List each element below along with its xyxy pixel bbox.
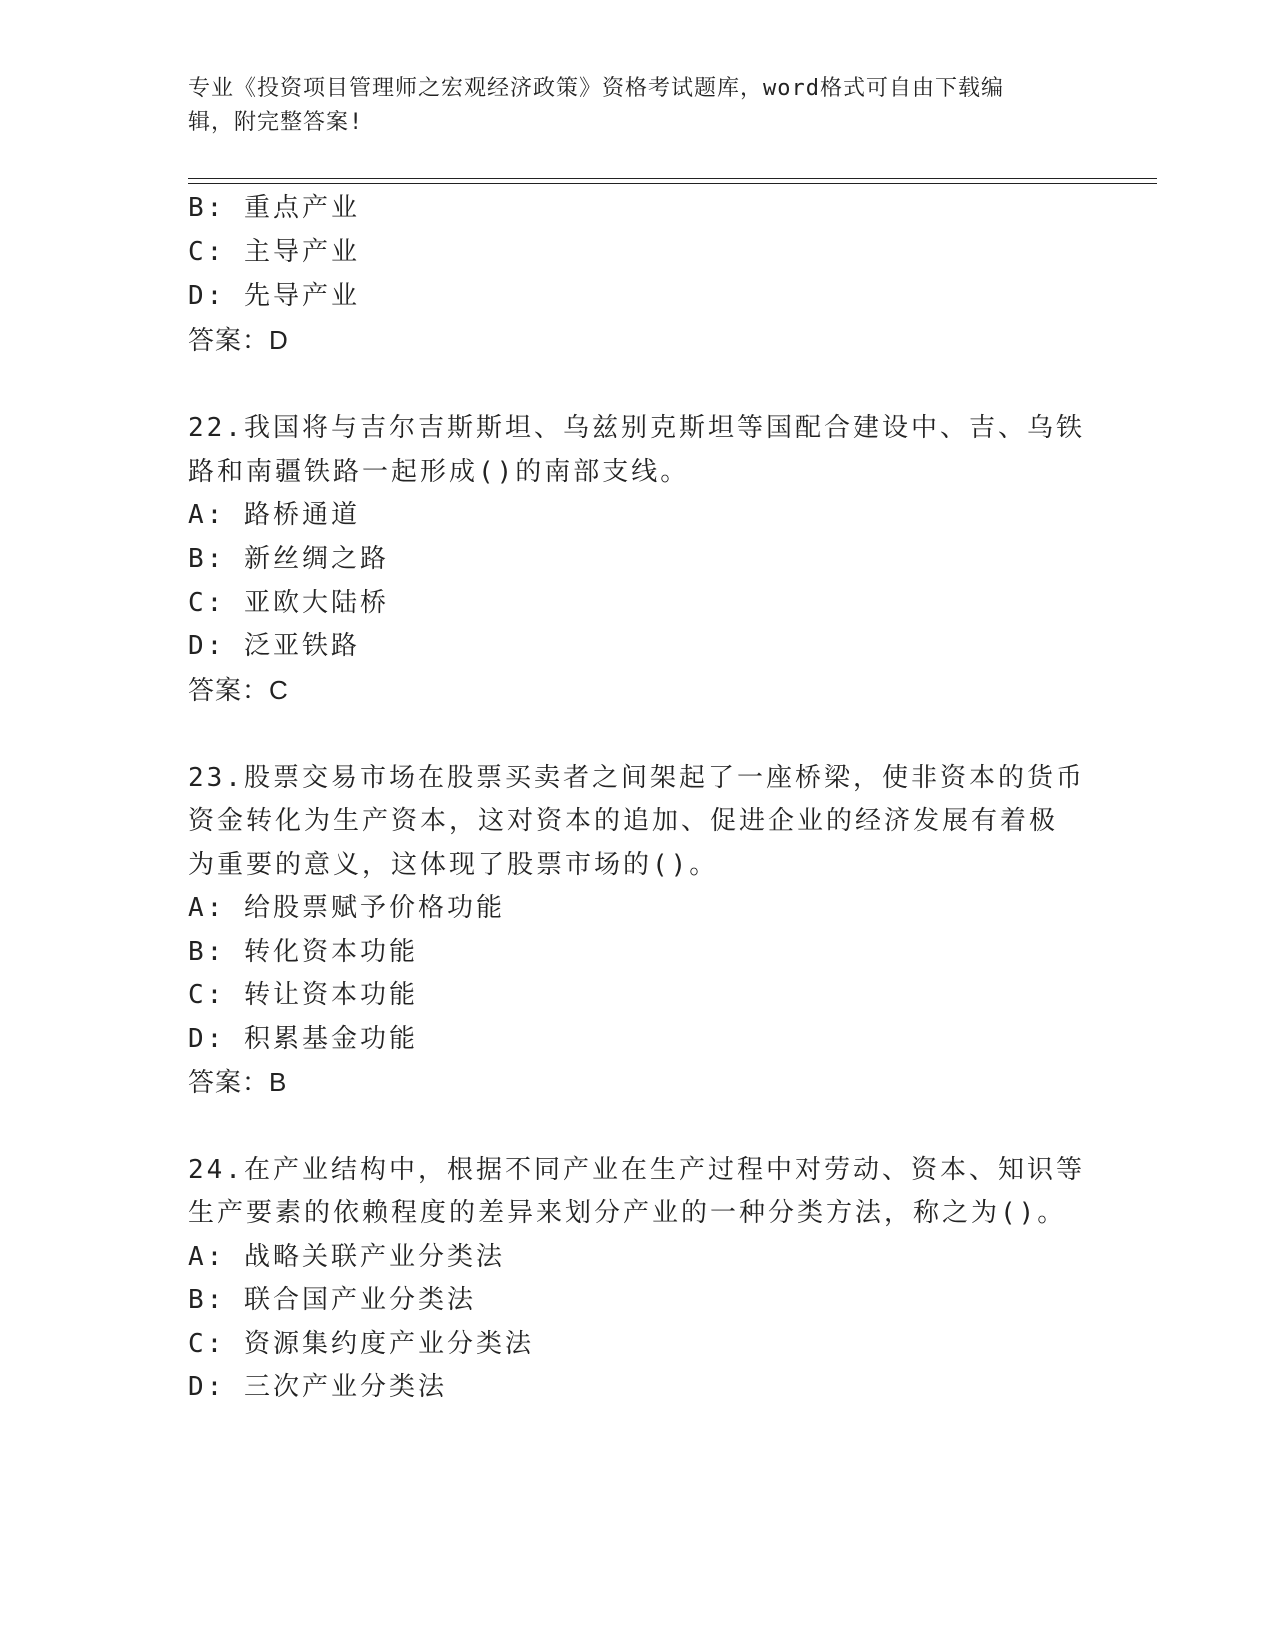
q22-answer: 答案：C — [188, 675, 289, 705]
q21-option-c: C: 主导产业 — [188, 237, 360, 267]
q24-option-c: C: 资源集约度产业分类法 — [188, 1329, 534, 1359]
q23-stem-line-3: 为重要的意义，这体现了股票市场的()。 — [188, 850, 719, 880]
q23-option-c: C: 转让资本功能 — [188, 980, 418, 1010]
q24-stem-line-2: 生产要素的依赖程度的差异来划分产业的一种分类方法，称之为()。 — [188, 1198, 1067, 1228]
q22-option-a: A: 路桥通道 — [188, 500, 360, 530]
q24-stem-line-1: 24.在产业结构中，根据不同产业在生产过程中对劳动、资本、知识等 — [188, 1155, 1085, 1185]
document-header — [188, 72, 1068, 140]
q23-stem-line-2: 资金转化为生产资本，这对资本的追加、促进企业的经济发展有着极 — [188, 806, 1059, 836]
q21-option-d: D: 先导产业 — [188, 281, 360, 311]
q22-option-d: D: 泛亚铁路 — [188, 631, 360, 661]
q24-option-b: B: 联合国产业分类法 — [188, 1285, 476, 1315]
q23-option-a: A: 给股票赋予价格功能 — [188, 893, 505, 923]
q23-answer: 答案：B — [188, 1067, 288, 1097]
header-divider-bottom — [188, 183, 1157, 184]
q22-option-b: B: 新丝绸之路 — [188, 544, 389, 574]
q23-option-d: D: 积累基金功能 — [188, 1024, 418, 1054]
q21-option-b: B: 重点产业 — [188, 193, 360, 223]
q22-stem-line-2: 路和南疆铁路一起形成()的南部支线。 — [188, 457, 690, 487]
q21-answer: 答案：D — [188, 325, 289, 355]
q23-option-b: B: 转化资本功能 — [188, 937, 418, 967]
header-divider-top — [188, 178, 1157, 179]
header-line-1: 专业《投资项目管理师之宏观经济政策》资格考试题库，word格式可自由下载编 — [188, 76, 1004, 101]
q23-stem-line-1: 23.股票交易市场在股票买卖者之间架起了一座桥梁，使非资本的货币 — [188, 763, 1085, 793]
q22-stem-line-1: 22.我国将与吉尔吉斯斯坦、乌兹别克斯坦等国配合建设中、吉、乌铁 — [188, 413, 1085, 443]
q22-option-c: C: 亚欧大陆桥 — [188, 588, 389, 618]
q24-option-a: A: 战略关联产业分类法 — [188, 1242, 505, 1272]
header-line-2: 辑，附完整答案! — [188, 110, 364, 135]
q24-option-d: D: 三次产业分类法 — [188, 1372, 447, 1402]
